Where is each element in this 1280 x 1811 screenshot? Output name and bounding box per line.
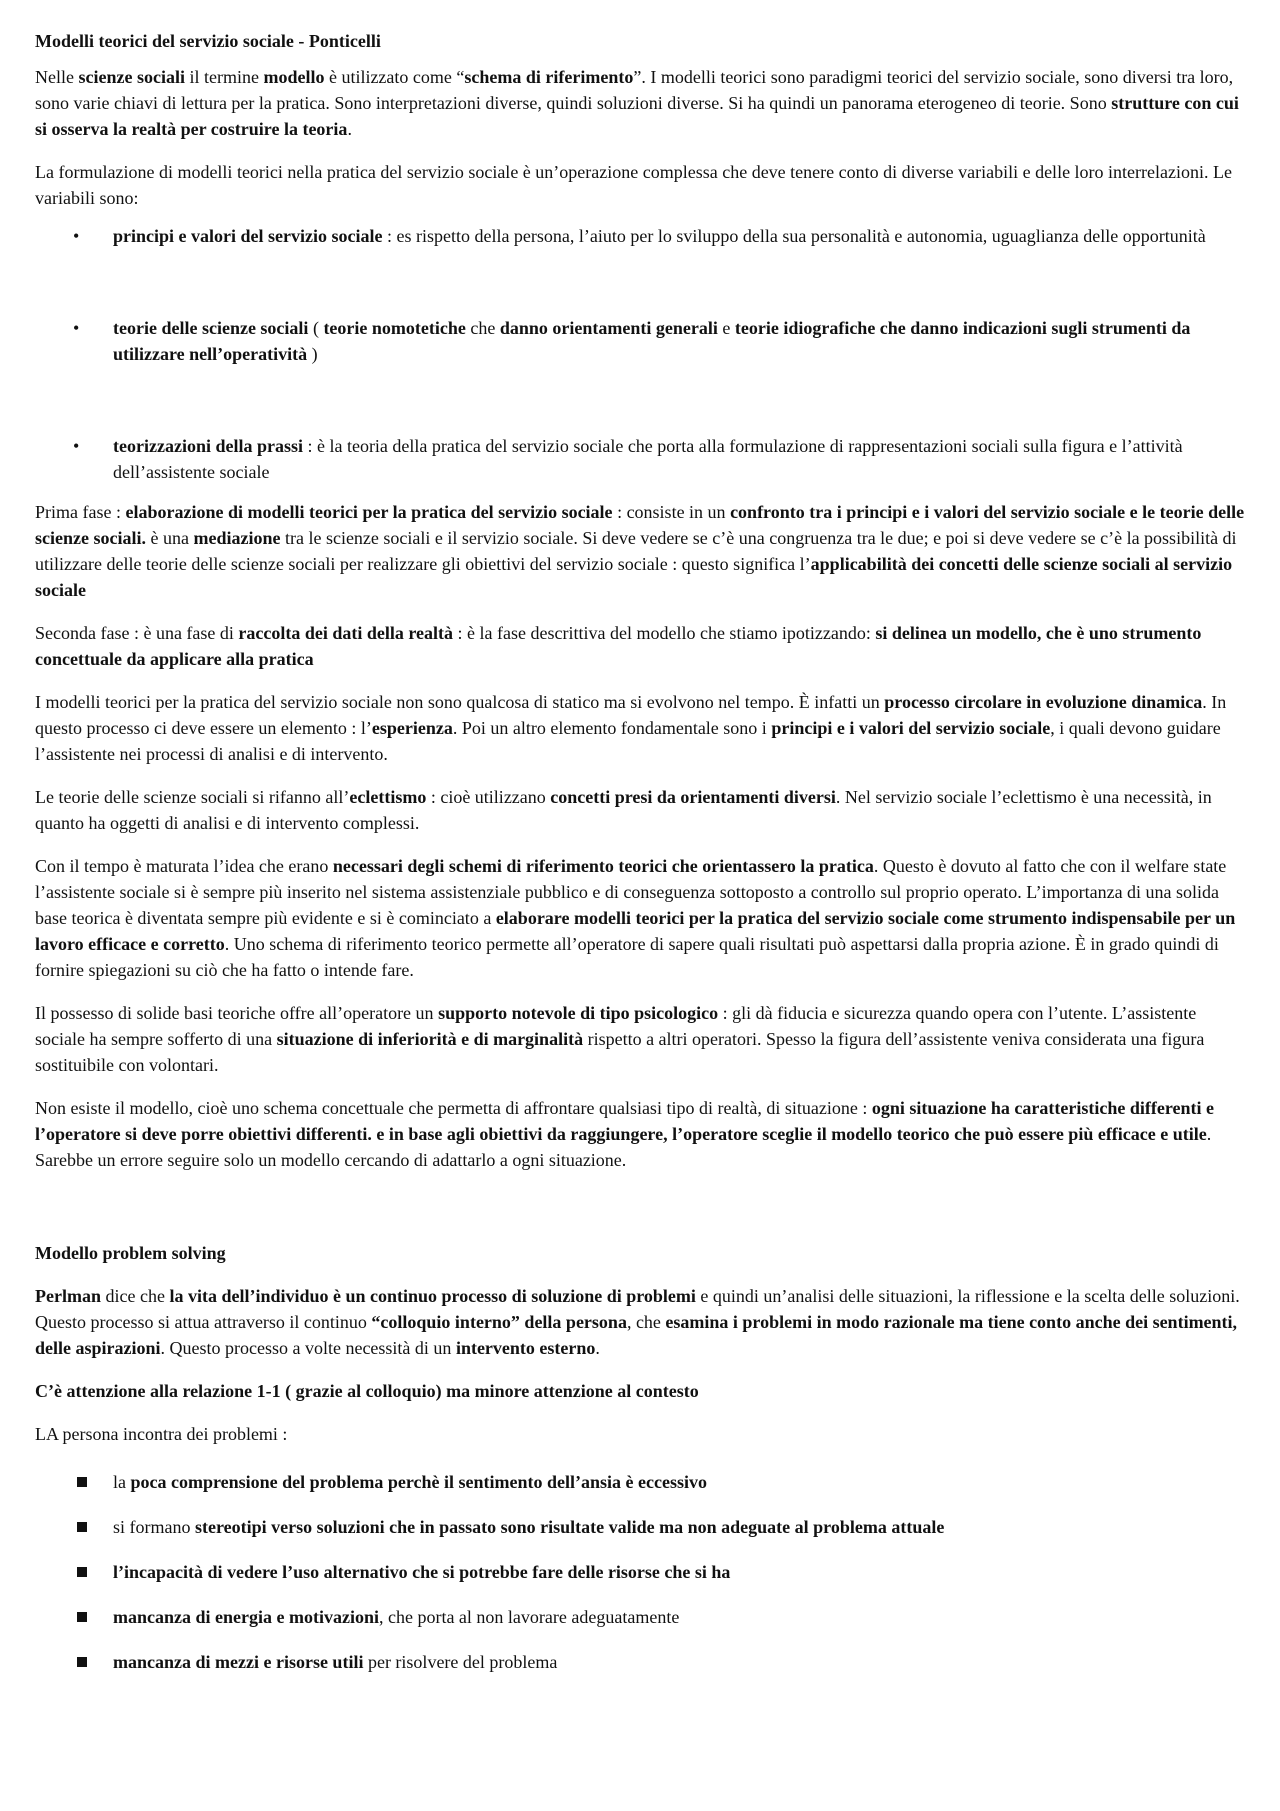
text-run: : è la teoria della pratica del servizio sociale che porta alla formulazione di rappresentazioni sociali sulla figura e l’attività dell’assistente sociale — [113, 436, 1183, 482]
text-run: rispetto a altri operatori. Spesso la figura dell’assistente veniva considerata una figura sostituibile con volontari. — [35, 1029, 1205, 1075]
bold-text: principi e i valori del servizio sociale — [771, 718, 1051, 738]
paragraph — [35, 1095, 1245, 1173]
text-run: che — [465, 318, 500, 338]
paragraph — [35, 620, 1245, 672]
bold-text: situazione di inferiorità e di marginalità — [276, 1029, 584, 1049]
list-item-text — [113, 1472, 707, 1492]
bold-text: esperienza — [371, 718, 453, 738]
bold-text: teorie nomotetiche — [323, 318, 466, 338]
variables-list — [35, 223, 1245, 485]
text-run: , che — [626, 1312, 666, 1332]
bold-text: mancanza di mezzi e risorse utili — [113, 1652, 364, 1672]
square-bullet-icon — [77, 1612, 87, 1622]
text-run: si formano — [113, 1517, 195, 1537]
text-run: è una — [150, 528, 194, 548]
bold-text: necessari degli schemi di riferimento teorici che orientassero la pratica — [332, 856, 874, 876]
text-run: . Sarebbe un errore seguire solo un modello cercando di adattarlo a ogni situazione. — [35, 1124, 1212, 1170]
bold-text: teorie delle scienze sociali — [113, 318, 309, 338]
bold-text: schema di riferimento — [464, 67, 634, 87]
paragraph — [35, 689, 1245, 767]
bold-text: Perlman — [35, 1286, 101, 1306]
bullet-icon: • — [73, 436, 80, 456]
bold-text: raccolta dei dati della realtà — [238, 623, 454, 643]
bold-text: ogni situazione ha caratteristiche differenti e l’operatore si deve porre obiettivi differenti. e in base agli obiettivi da raggiungere, l’operatore sceglie il modello teorico che può essere più efficace e utile — [35, 1098, 1214, 1144]
text-run: e — [717, 318, 735, 338]
text-run: per risolvere del problema — [363, 1652, 558, 1672]
paragraph — [35, 499, 1245, 603]
list-item — [35, 223, 1245, 249]
text-run: , i quali devono guidare l’assistente nei processi di analisi e di intervento. — [35, 718, 1221, 764]
text-run: La formulazione di modelli teorici nella pratica del servizio sociale è un’operazione complessa che deve tenere conto di diverse variabili e delle loro interrelazioni. Le variabili sono: — [35, 162, 1232, 208]
paragraph — [35, 1000, 1245, 1078]
paragraph — [35, 64, 1245, 142]
section-heading — [35, 1240, 1245, 1266]
square-bullet-icon — [77, 1657, 87, 1667]
bullet-icon: • — [73, 318, 80, 338]
text-run: ) — [307, 344, 318, 364]
text-run: . Nel servizio sociale l’eclettismo è una necessità, in quanto ha oggetti di analisi e di intervento complessi. — [35, 787, 1212, 833]
square-bullet-icon — [77, 1477, 87, 1487]
list-item-text — [113, 1517, 944, 1537]
bold-text: esamina i problemi in modo razionale ma tiene conto anche dei sentimenti, delle aspirazioni — [35, 1312, 1238, 1358]
text-run: e quindi un’analisi delle situazioni, la riflessione e la scelta delle soluzioni. Questo processo si attua attraverso il continuo — [35, 1286, 1240, 1332]
text-run: . — [595, 1338, 600, 1358]
text-run: dice che — [100, 1286, 170, 1306]
problems-list — [35, 1469, 1245, 1675]
text-run: , che porta al non lavorare adeguatamente — [378, 1607, 680, 1627]
square-bullet-icon — [77, 1522, 87, 1532]
bold-text: concetti presi da orientamenti diversi — [550, 787, 836, 807]
text-run: : gli dà fiducia e sicurezza quando opera con l’utente. L’assistente sociale ha sempre sofferto di una — [35, 1003, 1197, 1049]
bold-text: mancanza di energia e motivazioni — [113, 1607, 379, 1627]
list-item-text — [113, 226, 1206, 246]
bold-text: elaborazione di modelli teorici per la pratica del servizio sociale — [125, 502, 613, 522]
bold-text: “colloquio interno” della persona — [371, 1312, 627, 1332]
bold-text: strutture con cui si osserva la realtà per costruire la teoria — [35, 93, 1239, 139]
text-run: Prima fase : — [35, 502, 126, 522]
bold-text: supporto notevole di tipo psicologico — [438, 1003, 719, 1023]
text-run: : cioè utilizzano — [426, 787, 551, 807]
bold-text: applicabilità dei concetti delle scienze sociali al servizio sociale — [35, 554, 1233, 600]
list-item — [35, 1604, 1245, 1630]
text-run: Non esiste il modello, cioè uno schema concettuale che permetta di affrontare qualsiasi tipo di realtà, di situazione : — [35, 1098, 872, 1118]
bold-text: si delinea un modello, che è uno strumento concettuale da applicare alla pratica — [35, 623, 1202, 669]
text-run: . In questo processo ci deve essere un elemento : l’ — [35, 692, 1227, 738]
text-run: . Questo processo a volte necessità di un — [160, 1338, 456, 1358]
section-spacer — [35, 1190, 1245, 1240]
bold-text: mediazione — [193, 528, 281, 548]
text-run: : è la fase descrittiva del modello che stiamo ipotizzando: — [453, 623, 876, 643]
text-run: Le teorie delle scienze sociali si rifanno all’ — [35, 787, 350, 807]
bold-text: elaborare modelli teorici per la pratica del servizio sociale come strumento indispensabile per un lavoro efficace e corretto — [35, 908, 1236, 954]
text-run: . Questo è dovuto al fatto che con il welfare state l’assistente sociale si è sempre più inserito nel sistema assistenziale pubblico e di conseguenza sottoposto a controllo sul proprio operato. L’importanza di una solida base teorica è diventata sempre più evidente e si è cominciato a — [35, 856, 1227, 928]
bold-text: poca comprensione del problema perchè il sentimento dell’ansia è eccessivo — [130, 1472, 707, 1492]
list-item-text — [113, 318, 1190, 364]
bullet-icon: • — [73, 226, 80, 246]
text-run: : es rispetto della persona, l’aiuto per lo sviluppo della sua personalità e autonomia, uguaglianza delle opportunità — [382, 226, 1206, 246]
paragraph — [35, 1378, 1245, 1404]
text-run: . — [347, 119, 352, 139]
text-run: Seconda fase : è una fase di — [35, 623, 239, 643]
bold-text: confronto tra i principi e i valori del servizio sociale e le teorie delle scienze sociali. — [35, 502, 1245, 548]
list-item — [35, 433, 1245, 485]
text-run: tra le scienze sociali e il servizio sociale. Si deve vedere se c’è una congruenza tra le due; e poi si deve vedere se c’è la possibilità di utilizzare delle teorie delle scienze sociali per realizzare gli obiettivi del servizio sociale : questo significa l’ — [35, 528, 1237, 574]
bold-text: principi e valori del servizio sociale — [113, 226, 383, 246]
text-run: Nelle — [35, 67, 79, 87]
bold-text: processo circolare in evoluzione dinamica — [884, 692, 1203, 712]
bold-text: teorie idiografiche che danno indicazioni sugli strumenti da utilizzare nell’operatività — [113, 318, 1191, 364]
text-run: ”. I modelli teorici sono paradigmi teorici del servizio sociale, sono diversi tra loro, sono varie chiavi di lettura per la pratica. Sono interpretazioni diverse, quindi soluzioni diverse. Si ha quindi un panorama eterogeneo di teorie. Sono — [35, 67, 1234, 113]
list-item — [35, 1469, 1245, 1495]
bold-text: l’incapacità di vedere l’uso alternativo che si potrebbe fare delle risorse che si ha — [113, 1562, 731, 1582]
text-run: I modelli teorici per la pratica del servizio sociale non sono qualcosa di statico ma si evolvono nel tempo. È infatti un — [35, 692, 885, 712]
text-run: ( — [308, 318, 324, 338]
bold-text: modello — [263, 67, 325, 87]
text-run: il termine — [184, 67, 264, 87]
text-run: la — [113, 1472, 131, 1492]
bold-text: danno orientamenti generali — [499, 318, 718, 338]
bold-text: stereotipi verso soluzioni che in passato sono risultate valide ma non adeguate al problema attuale — [194, 1517, 945, 1537]
list-item-text — [113, 1652, 557, 1672]
list-item-text — [113, 436, 1183, 482]
bold-text: intervento esterno — [455, 1338, 596, 1358]
list-item — [35, 1559, 1245, 1585]
list-item-text — [113, 1562, 730, 1582]
bold-text: C’è attenzione alla relazione 1-1 ( grazie al colloquio) ma minore attenzione al contesto — [35, 1381, 699, 1401]
paragraph — [35, 1283, 1245, 1361]
list-item-text — [113, 1607, 679, 1627]
text-run: Il possesso di solide basi teoriche offre all’operatore un — [35, 1003, 439, 1023]
list-item — [35, 315, 1245, 367]
paragraph — [35, 159, 1245, 211]
paragraph — [35, 784, 1245, 836]
text-run: . Uno schema di riferimento teorico permette all’operatore di sapere quali risultati può aspettarsi dalla propria azione. È in grado quindi di fornire spiegazioni su ciò che ha fatto o intende fare. — [35, 934, 1219, 980]
list-item — [35, 1649, 1245, 1675]
bold-text: teorizzazioni della prassi — [113, 436, 303, 456]
text-run: LA persona incontra dei problemi : — [35, 1424, 288, 1444]
document-title — [35, 28, 1245, 54]
text-run: . Poi un altro elemento fondamentale sono i — [452, 718, 772, 738]
document-title-text: Modelli teorici del servizio sociale - Ponticelli — [35, 31, 381, 51]
bold-text: eclettismo — [349, 787, 427, 807]
list-item — [35, 1514, 1245, 1540]
square-bullet-icon — [77, 1567, 87, 1577]
text-run: Con il tempo è maturata l’idea che erano — [35, 856, 333, 876]
bold-text: la vita dell’individuo è un continuo processo di soluzione di problemi — [169, 1286, 696, 1306]
bold-text: scienze sociali — [78, 67, 185, 87]
text-run: è utilizzato come “ — [324, 67, 465, 87]
section-heading-text: Modello problem solving — [35, 1243, 226, 1263]
text-run: : consiste in un — [612, 502, 731, 522]
paragraph — [35, 1421, 1245, 1447]
paragraph — [35, 853, 1245, 983]
